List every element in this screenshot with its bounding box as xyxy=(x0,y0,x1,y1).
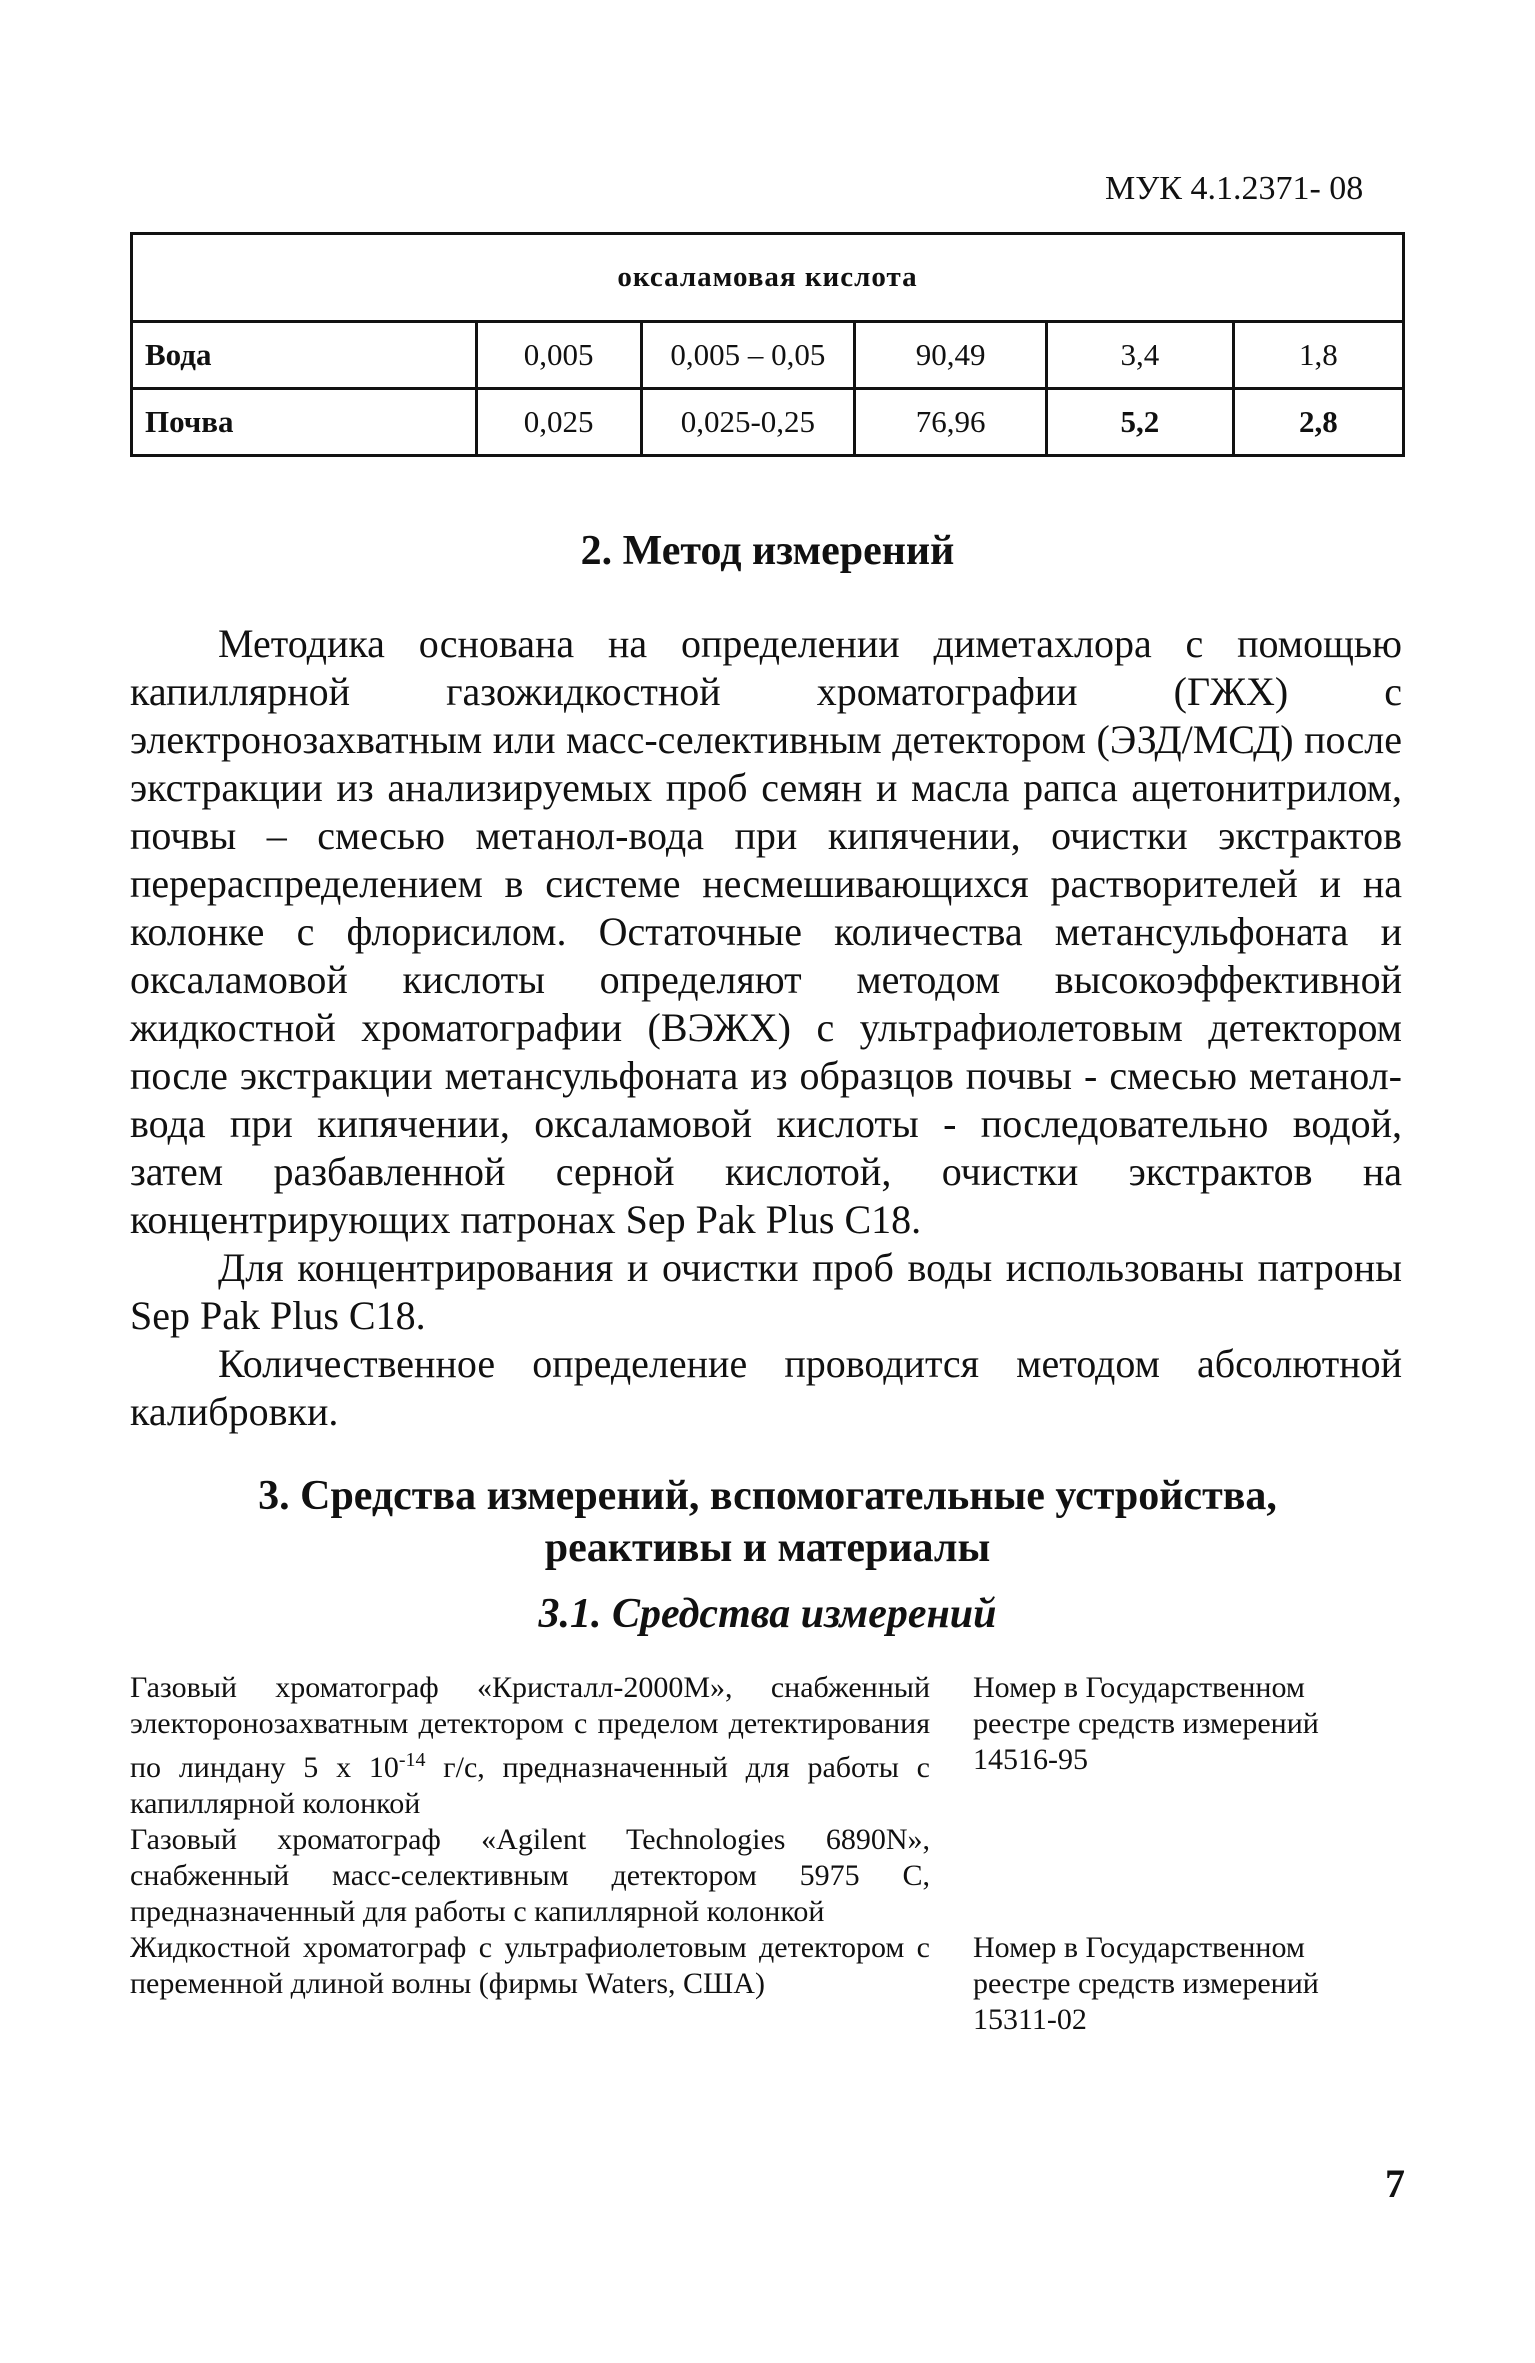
table-row xyxy=(132,389,1404,456)
table-caption-row xyxy=(132,234,1404,322)
table-row-label: Вода xyxy=(132,322,477,389)
registry-number: Номер в Государственном реестре средств измерений 14516-95 xyxy=(973,1671,1319,1776)
page-number: 7 xyxy=(1385,2161,1405,2206)
paragraph: Методика основана на определении диметахлора с помощью капиллярной газожидкостной хроматографии (ГЖХ) с электронозахватным или масс-селективным детектором (ЭЗД/МСД) после экстракции из анализируемых проб семян и масла рапса ацетонитрилом, почвы – смесью метанол-вода при кипячении, очистки экстрактов перераспределением в системе несмешивающихся растворителей и на колонке с флорисилом. Остаточные количества метансульфоната и оксаламовой кислоты определяют методом высокоэффективной жидкостной хроматографии (ВЭЖХ) с ультрафиолетовым детектором после экстракции метансульфоната из образцов почвы - смесью метанол-вода при кипячении, оксаламовой кислоты - последовательно водой, затем разбавленной серной кислотой, очистки экстрактов на концентрирующих патронах Sep Pak Plus C18. xyxy=(130,621,1402,1242)
paragraph: Для концентрирования и очистки проб воды использованы патроны Sep Pak Plus C18. xyxy=(130,1245,1402,1338)
table-cell: 3,4 xyxy=(1047,322,1234,389)
table-cell: 90,49 xyxy=(855,322,1047,389)
instrument-list xyxy=(130,1670,1405,2036)
instrument-name: Жидкостной хроматограф с ультрафиолетовым детектором с переменной длиной волны (фирмы Waters, США) xyxy=(130,1931,930,2000)
instrument-item xyxy=(130,1930,1405,2036)
section-3-title-line: 3. Средства измерений, вспомогательные устройства, xyxy=(258,1473,1277,1519)
section-3-title xyxy=(130,1470,1405,1574)
table-row-label: Почва xyxy=(132,389,477,456)
table-cell: 0,025-0,25 xyxy=(641,389,855,456)
table-cell: 2,8 xyxy=(1233,389,1403,456)
registry-number: Номер в Государственном реестре средств измерений 15311-02 xyxy=(973,1931,1319,2036)
table-row xyxy=(132,322,1404,389)
table-cell: 5,2 xyxy=(1047,389,1234,456)
instrument-name: Газовый хроматограф «Agilent Technologies 6890N», снабженный масс-селективным детектором 5975 С, предназначенный для работы с капиллярной колонкой xyxy=(130,1823,930,1928)
table-cell: 76,96 xyxy=(855,389,1047,456)
table-caption: оксаламовая кислота xyxy=(132,234,1404,322)
paragraph: Количественное определение проводится методом абсолютной калибровки. xyxy=(130,1341,1402,1434)
section-2-body xyxy=(130,620,1402,1436)
instrument-item xyxy=(130,1670,1405,1822)
section-2-title: 2. Метод измерений xyxy=(580,528,955,574)
section-3-title-line: реактивы и материалы xyxy=(544,1525,991,1571)
table-cell: 0,005 xyxy=(476,322,641,389)
table-cell: 1,8 xyxy=(1233,322,1403,389)
instrument-item xyxy=(130,1822,1405,1930)
document-code: МУК 4.1.2371- 08 xyxy=(1105,170,1364,207)
table-cell: 0,005 – 0,05 xyxy=(641,322,855,389)
results-table xyxy=(130,232,1405,457)
table-cell: 0,025 xyxy=(476,389,641,456)
instrument-name: Газовый хроматограф «Кристалл-2000М», снабженный электоронозахватным детектором с пределом детектирования по линдану 5 х $10^{-14}$ г/с, предназначенный для работы с капиллярной колонкой xyxy=(130,1671,930,1820)
subsection-3-1-title: 3.1. Средства измерений xyxy=(538,1591,997,1637)
